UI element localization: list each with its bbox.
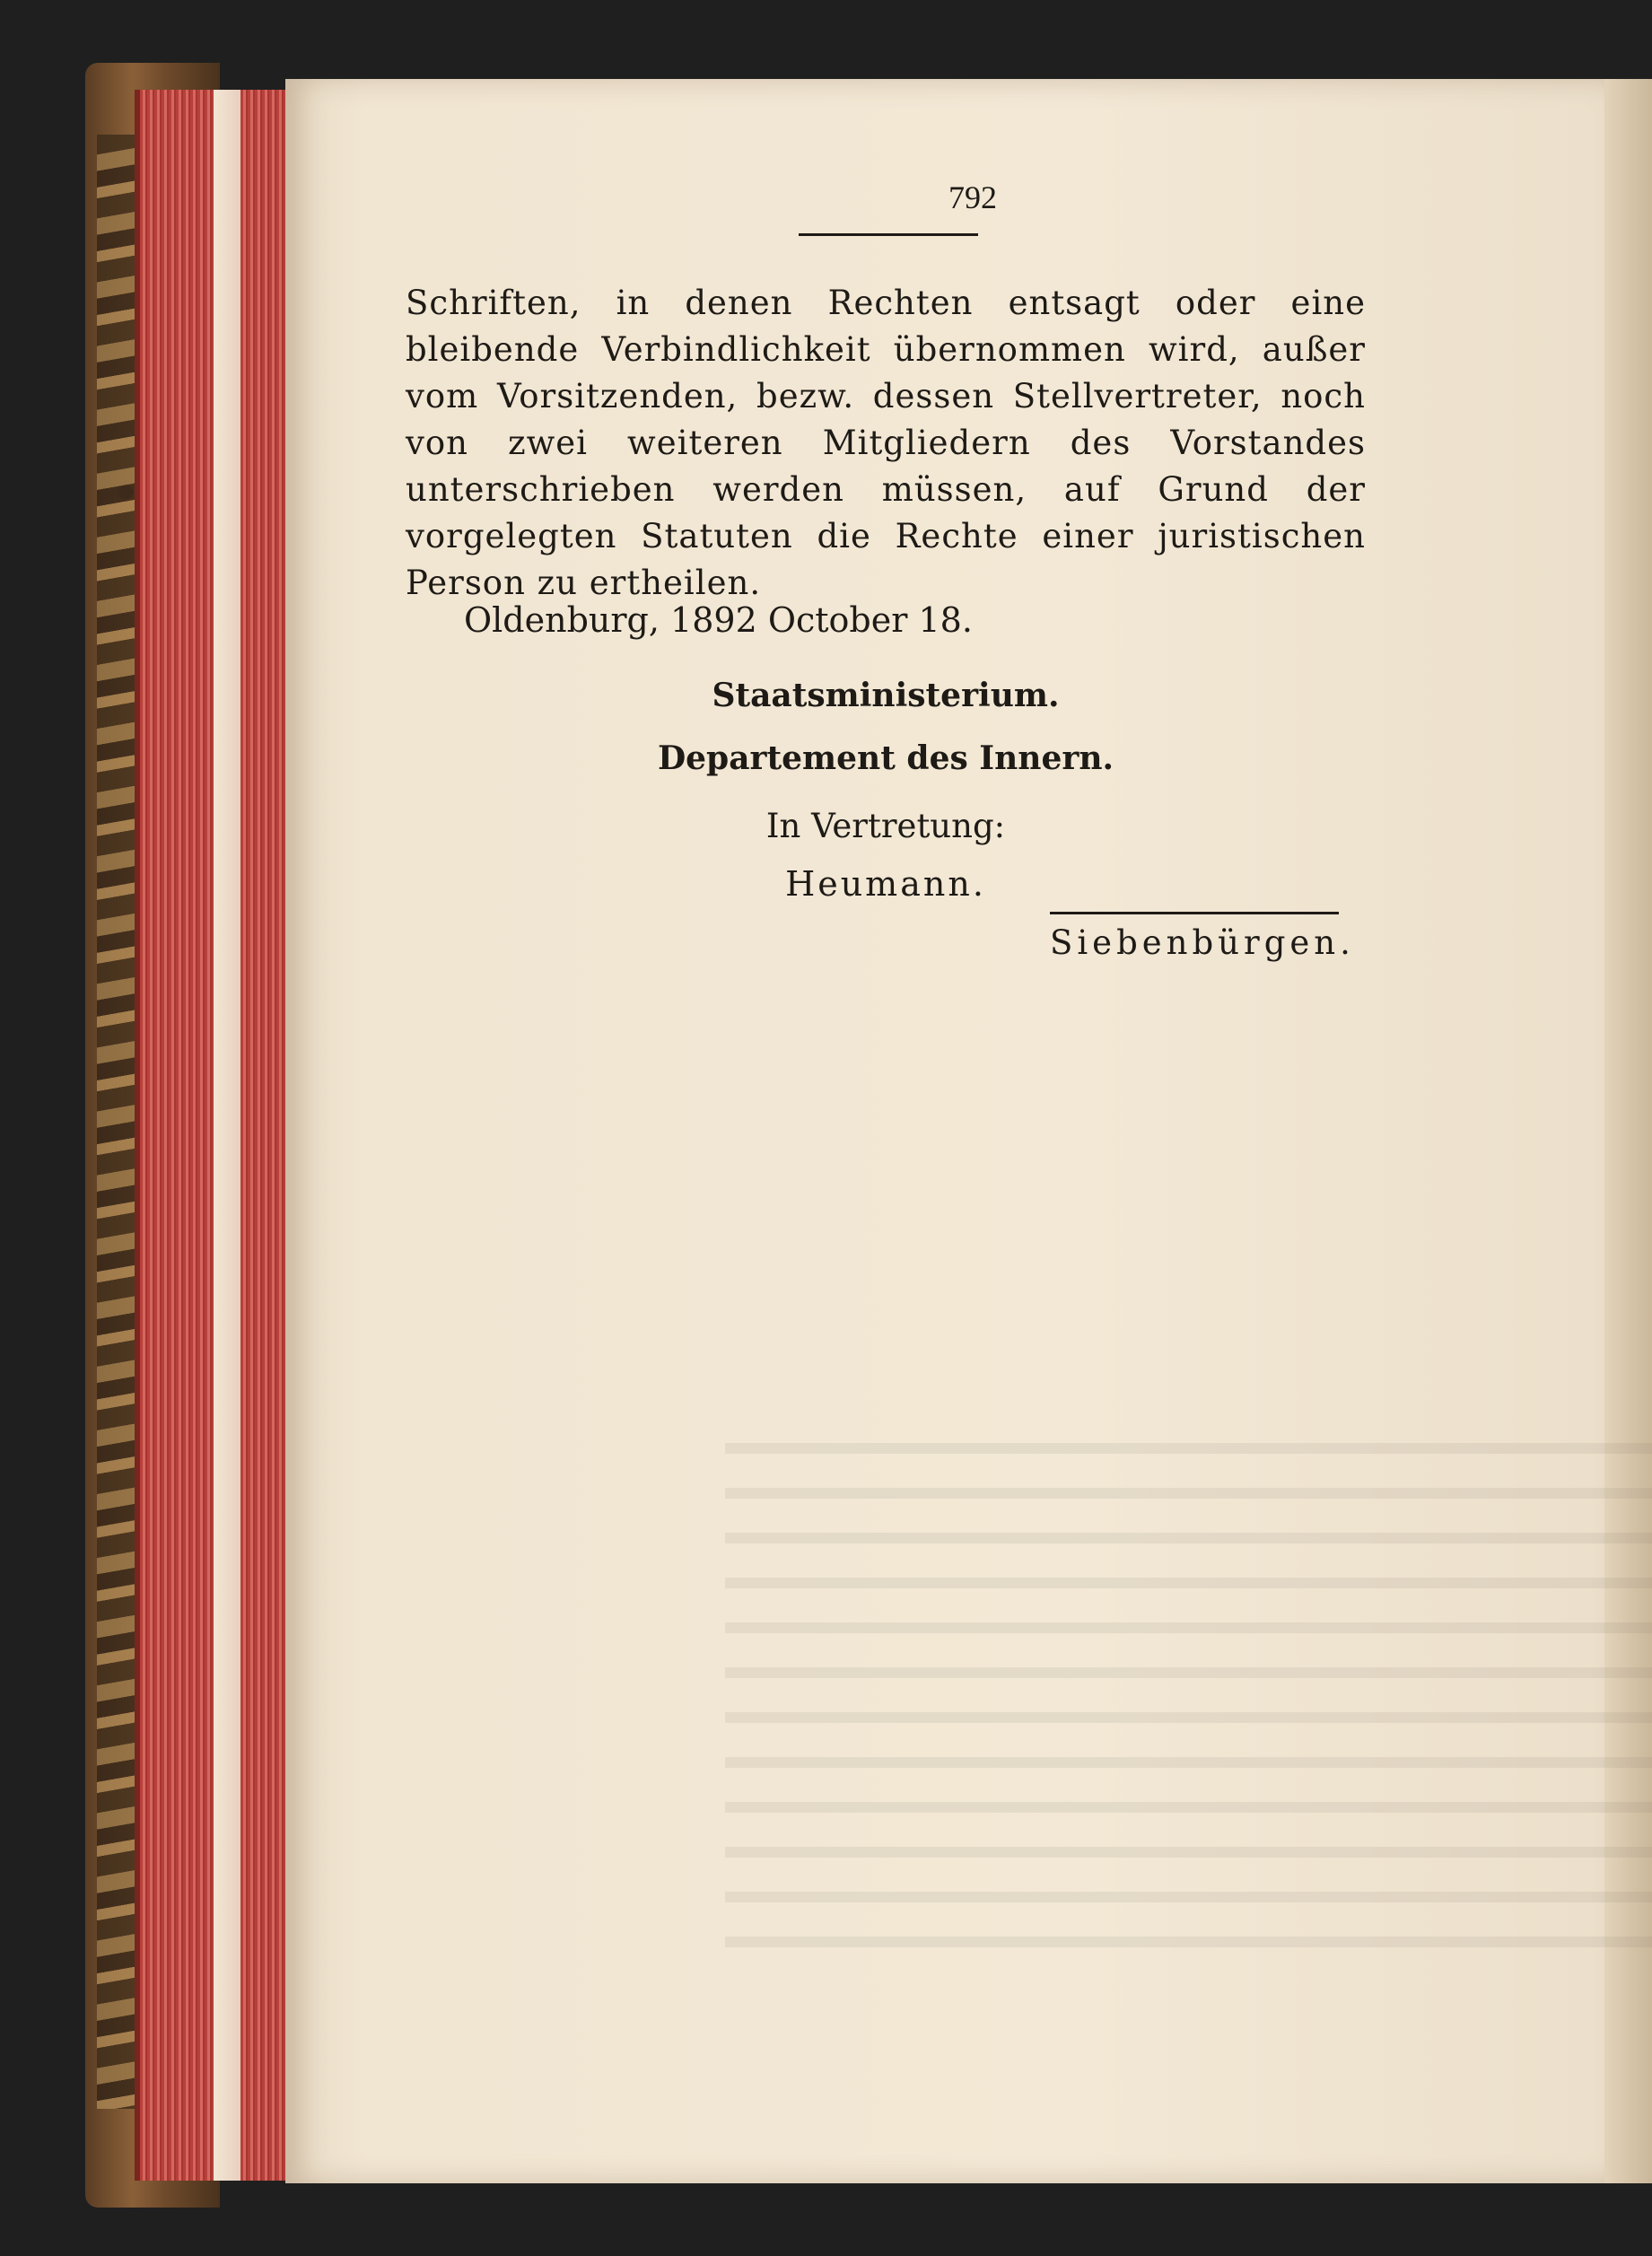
section-title: Siebenbürgen.	[1050, 923, 1355, 962]
cover-marbling	[97, 135, 137, 2109]
bleed-through	[725, 1425, 1652, 1981]
page-number: 792	[948, 179, 997, 215]
body-paragraph: Schriften, in denen Rechten entsagt oder eine bleibende Verbindlichkeit übernommen wird, außer vom Vorsitzenden, bezw. dessen Stellvertreter, noch von zwei weiteren Mitgliedern des Vorstandes unterschrieben werden müssen, auf Grund der vorgelegten Statuten die Rechte einer juristischen Person zu ertheilen.	[406, 284, 1366, 602]
page-edges	[135, 90, 288, 2181]
ministry-heading: Staatsministerium.	[712, 677, 1060, 714]
date-line: Oldenburg, 1892 October 18.	[464, 600, 973, 640]
department-heading: Departement des Innern.	[657, 739, 1114, 777]
section-rule	[1050, 912, 1339, 914]
page-number-rule	[799, 233, 978, 236]
signature-name: Heumann.	[785, 864, 986, 904]
page-edges-light	[214, 90, 240, 2181]
representation-line: In Vertretung:	[765, 807, 1006, 845]
